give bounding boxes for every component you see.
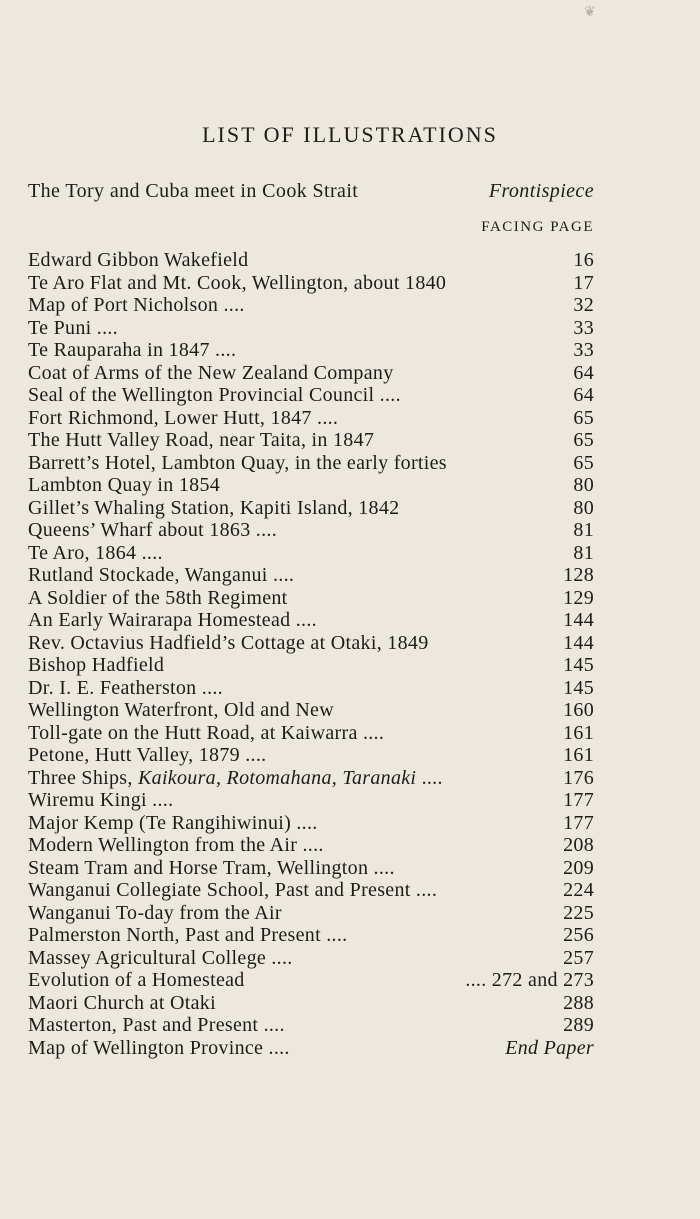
entry-title (28, 699, 334, 721)
entry-page-number: 209 (563, 856, 594, 879)
title-segment: Palmerston North, Past and Present .... (28, 924, 348, 946)
entry-page-number: 288 (563, 991, 594, 1014)
entry-page-number: 289 (563, 1014, 594, 1036)
entry-page-number: 176 (563, 766, 594, 789)
title-segment: .... (416, 766, 443, 789)
entry-title (28, 834, 324, 856)
ornament-icon: ❦ (584, 5, 596, 20)
list-item (28, 902, 594, 925)
list-item (28, 677, 594, 700)
list-item (28, 519, 594, 542)
title-segment: Fort Richmond, Lower Hutt, 1847 .... (28, 406, 339, 429)
title-segment: Te Rauparaha in 1847 .... (28, 339, 237, 361)
list-item (28, 654, 594, 677)
title-segment: Rutland Stockade, Wanganui .... (28, 564, 295, 586)
title-segment: A Soldier of the 58th Regiment (28, 586, 288, 609)
entry-title (28, 294, 245, 316)
entry-page-number: 17 (573, 271, 594, 294)
list-item (28, 587, 594, 610)
entry-page-number: 225 (563, 901, 594, 924)
facing-page-label: FACING PAGE (481, 219, 594, 235)
list-item (28, 789, 594, 812)
list-item (28, 429, 594, 452)
entry-title (28, 969, 245, 991)
list-item (28, 722, 594, 745)
entry-title (28, 452, 447, 474)
title-segment: Evolution of a Homestead (28, 969, 245, 991)
entry-page-number: 161 (563, 721, 594, 744)
list-item (28, 272, 594, 295)
entry-title (28, 1037, 290, 1059)
entry-page-number: 16 (573, 249, 594, 271)
title-segment: meet in Cook Strait (189, 180, 359, 202)
title-segment: Map of Port Nicholson .... (28, 294, 245, 316)
entry-page-number: 81 (573, 541, 594, 564)
entry-title (28, 339, 236, 361)
frontispiece-title (28, 180, 358, 202)
entry-page-number: 224 (563, 879, 594, 901)
list-item (28, 699, 594, 722)
entry-page-number: End Paper (505, 1036, 594, 1059)
entry-title (28, 812, 318, 834)
entry-title (28, 609, 317, 631)
entry-page-number: 65 (573, 429, 594, 451)
title-segment: Lambton Quay in 1854 (28, 474, 221, 496)
list-item (28, 294, 594, 317)
entry-page-number: 129 (563, 586, 594, 609)
list-item (28, 339, 594, 362)
title-segment: Seal of the Wellington Provincial Council .... (28, 384, 401, 406)
entry-title (28, 879, 437, 901)
page-title: LIST OF ILLUSTRATIONS (202, 122, 498, 147)
title-segment: Queens’ Wharf about 1863 .... (28, 519, 278, 541)
list-item (28, 474, 594, 497)
title-segment: The Hutt Valley Road, near Taita, in 1847 (28, 429, 375, 451)
title-segment: Modern Wellington from the Air .... (28, 834, 324, 856)
list-item (28, 924, 594, 947)
entry-page-number: 65 (573, 451, 594, 474)
list-item (28, 542, 594, 565)
entry-page-number: 208 (563, 834, 594, 856)
entry-page-number: 33 (573, 316, 594, 339)
entry-title (28, 474, 220, 496)
list-item (28, 317, 594, 340)
title-segment: Map of Wellington Province .... (28, 1036, 290, 1059)
title-segment: An Early Wairarapa Homestead .... (28, 609, 317, 631)
title-segment: Te Aro Flat and Mt. Cook, Wellington, about 1840 (28, 271, 447, 294)
entry-title (28, 384, 401, 406)
entry-title (28, 249, 248, 271)
entry-title (28, 744, 266, 766)
list-item (28, 767, 594, 790)
list-item (28, 744, 594, 767)
entry-page-number: 64 (573, 384, 594, 406)
entry-page-number: 65 (573, 406, 594, 429)
entry-title (28, 632, 429, 654)
title-segment: Dr. I. E. Featherston .... (28, 676, 223, 699)
entry-title (28, 497, 399, 519)
entry-title (28, 902, 282, 924)
title-segment: Toll-gate on the Hutt Road, at Kaiwarra .... (28, 721, 385, 744)
entry-page-number: 145 (563, 676, 594, 699)
frontispiece-page: Frontispiece (488, 180, 594, 202)
title-segment: Wellington Waterfront, Old and New (28, 699, 334, 721)
entry-page-number: 256 (563, 924, 594, 946)
list-item (28, 812, 594, 835)
title-segment: Edward Gibbon Wakefield (28, 249, 249, 271)
list-item (28, 632, 594, 655)
entry-title (28, 767, 443, 789)
entry-page-number: 33 (573, 339, 594, 361)
title-segment: Three Ships, (28, 766, 138, 789)
entry-title (28, 542, 163, 564)
entry-page-number: 161 (563, 744, 594, 766)
title-segment: Tory (65, 180, 105, 202)
list-item (28, 834, 594, 857)
entry-title (28, 677, 223, 699)
entry-page-number: 257 (563, 946, 594, 969)
illustration-list (28, 249, 594, 1059)
entry-page-number: 144 (563, 631, 594, 654)
entry-page-number: 32 (573, 294, 594, 316)
entry-title (28, 564, 294, 586)
list-item (28, 362, 594, 385)
entry-page-number: 160 (563, 699, 594, 721)
title-segment: Wanganui Collegiate School, Past and Present .... (28, 879, 438, 901)
entry-page-number: 80 (573, 496, 594, 519)
title-segment: Steam Tram and Horse Tram, Wellington .... (28, 856, 395, 879)
entry-title (28, 722, 384, 744)
entry-page-number: 64 (573, 361, 594, 384)
entry-title (28, 1014, 285, 1036)
entry-page-number: 81 (573, 519, 594, 541)
entry-title (28, 317, 118, 339)
title-segment: Kaikoura, Rotomahana, Taranaki (138, 766, 417, 789)
list-item (28, 1037, 594, 1060)
entry-page-number: 128 (563, 564, 594, 586)
title-segment: Rev. Octavius Hadfield’s Cottage at Otaki, 1849 (28, 631, 429, 654)
title-segment: Masterton, Past and Present .... (28, 1014, 285, 1036)
entry-title (28, 587, 288, 609)
entry-title (28, 857, 395, 879)
entry-page-number: 177 (563, 789, 594, 811)
title-segment: Coat of Arms of the New Zealand Company (28, 361, 394, 384)
title-segment: Bishop Hadfield (28, 654, 165, 676)
title-segment: Barrett’s Hotel, Lambton Quay, in the early forties (28, 451, 447, 474)
entry-page-number: 80 (573, 474, 594, 496)
title-segment: Gillet’s Whaling Station, Kapiti Island, 1842 (28, 496, 400, 519)
entry-page-number: 145 (563, 654, 594, 676)
list-item (28, 497, 594, 520)
entry-title (28, 362, 394, 384)
title-segment: The (28, 180, 66, 202)
title-segment: Petone, Hutt Valley, 1879 .... (28, 744, 267, 766)
list-item (28, 609, 594, 632)
title-segment: Cuba (145, 180, 190, 202)
list-item (28, 384, 594, 407)
list-item (28, 249, 594, 272)
list-item (28, 1014, 594, 1037)
list-item (28, 857, 594, 880)
title-segment: and (104, 180, 146, 202)
title-segment: Te Puni .... (28, 316, 118, 339)
entry-title (28, 947, 293, 969)
entry-title (28, 992, 216, 1014)
title-segment: Wiremu Kingi .... (28, 789, 174, 811)
frontispiece-entry (28, 178, 594, 204)
entry-page-number: .... 272 and 273 (465, 969, 594, 991)
list-item (28, 407, 594, 430)
entry-title (28, 924, 347, 946)
title-segment: Massey Agricultural College .... (28, 946, 293, 969)
list-item (28, 992, 594, 1015)
entry-title (28, 407, 338, 429)
title-segment: Te Aro, 1864 .... (28, 541, 163, 564)
list-item (28, 452, 594, 475)
list-item (28, 879, 594, 902)
title-segment: Maori Church at Otaki (28, 991, 216, 1014)
title-segment: Wanganui To-day from the Air (28, 901, 282, 924)
entry-page-number: 177 (563, 811, 594, 834)
list-item (28, 969, 594, 992)
list-item (28, 564, 594, 587)
entry-title (28, 272, 446, 294)
title-segment: Major Kemp (Te Rangihiwinui) .... (28, 811, 318, 834)
list-item (28, 947, 594, 970)
entry-title (28, 429, 374, 451)
entry-title (28, 789, 173, 811)
entry-title (28, 519, 277, 541)
entry-title (28, 654, 164, 676)
entry-page-number: 144 (563, 609, 594, 631)
